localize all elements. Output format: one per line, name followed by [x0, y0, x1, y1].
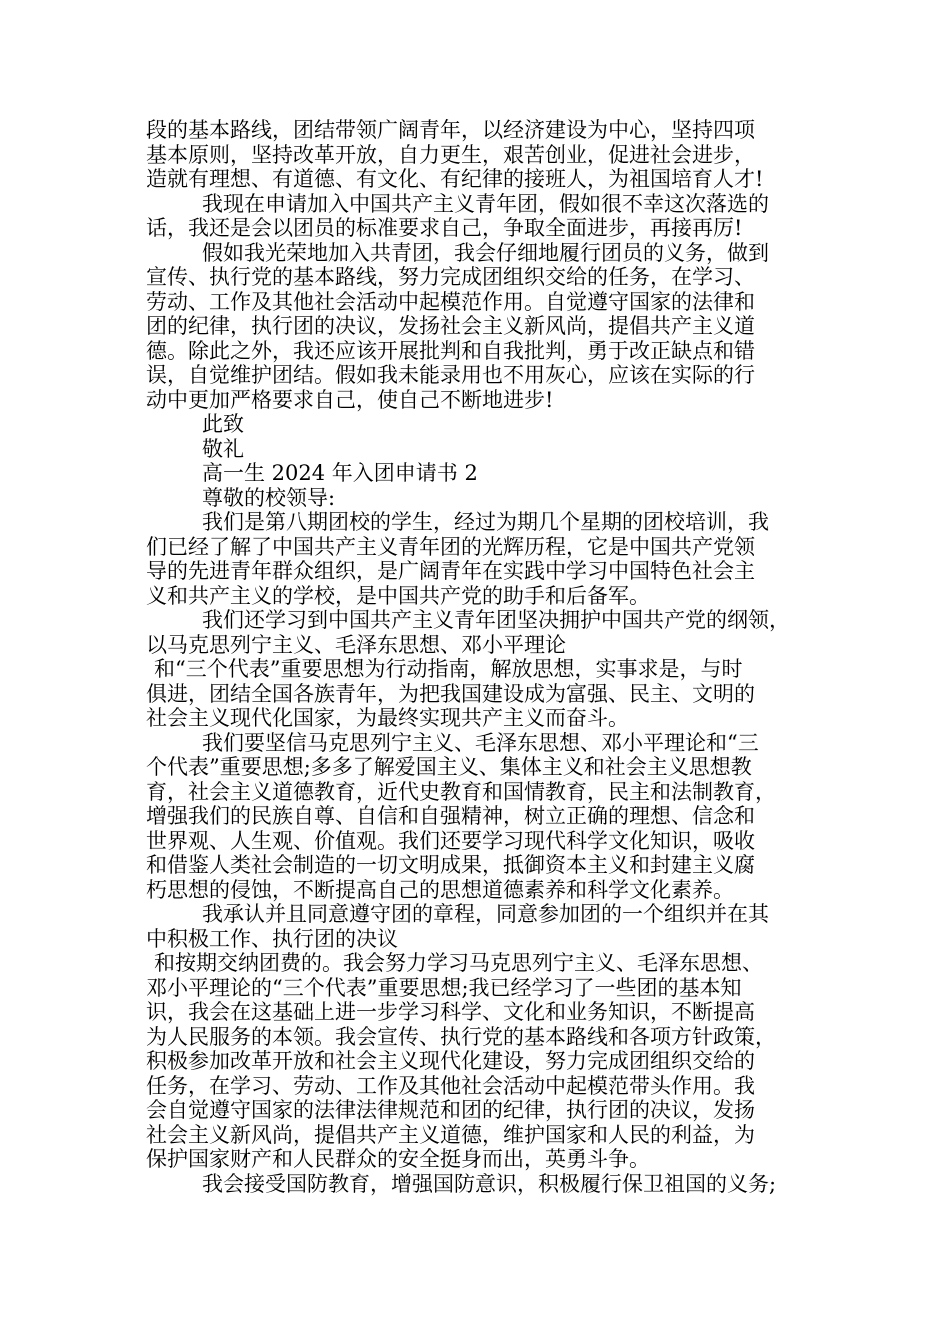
text-line: 朽思想的侵蚀，不断提高自己的思想道德素养和科学文化素养。 [146, 877, 734, 902]
text-line: 宣传、执行党的基本路线，努力完成团组织交给的任务，在学习、 [146, 265, 755, 289]
text-line: 误，自觉维护团结。假如我未能录用也不用灰心，应该在实际的行 [146, 363, 755, 387]
text-line: 和“三个代表”重要思想为行动指南，解放思想，实事求是，与时 [154, 657, 743, 681]
text-line: 我们还学习到中国共产主义青年团坚决拥护中国共产党的纲领， [202, 608, 790, 632]
text-line: 高一生 2024 年入团申请书 2 [202, 461, 478, 485]
text-line: 社会主义新风尚，提倡共产主义道德，维护国家和人民的利益，为 [146, 1122, 755, 1147]
text-line: 假如我光荣地加入共青团，我会仔细地履行团员的义务，做到 [202, 240, 769, 265]
text-line: 尊敬的校领导: [202, 485, 336, 510]
text-line: 俱进，团结全国各族青年，为把我国建设成为富强、民主、文明的 [146, 681, 755, 706]
text-line: 育，社会主义道德教育，近代史教育和国情教育，民主和法制教育， [146, 779, 776, 804]
text-line: 以马克思列宁主义、毛泽东思想、邓小平理论 [146, 632, 566, 657]
text-line: 我会接受国防教育，增强国防意识，积极履行保卫祖国的义务; [202, 1171, 777, 1196]
text-line: 和按期交纳团费的。我会努力学习马克思列宁主义、毛泽东思想、 [154, 951, 763, 975]
text-line: 导的先进青年群众组织，是广阔青年在实践中学习中国特色社会主 [146, 559, 755, 583]
text-line: 敬礼 [202, 436, 244, 461]
document-body [146, 118, 818, 1196]
text-line: 们已经了解了中国共产主义青年团的光辉历程，它是中国共产党领 [146, 534, 755, 559]
text-line: 义和共产主义的学校，是中国共产党的助手和后备军。 [146, 583, 650, 608]
text-line: 邓小平理论的“三个代表”重要思想;我已经学习了一些团的基本知 [146, 975, 742, 1000]
text-line: 此致 [202, 412, 244, 436]
text-line: 劳动、工作及其他社会活动中起模范作用。自觉遵守国家的法律和 [146, 289, 755, 314]
text-line: 我们要坚信马克思列宁主义、毛泽东思想、邓小平理论和“三 [202, 730, 759, 755]
text-line: 我承认并且同意遵守团的章程，同意参加团的一个组织并在其 [202, 902, 769, 926]
text-line: 我们是第八期团校的学生，经过为期几个星期的团校培训，我 [202, 510, 769, 534]
text-line: 动中更加严格要求自己，使自己不断地进步! [146, 387, 554, 412]
text-line: 识，我会在这基础上进一步学习科学、文化和业务知识，不断提高 [146, 1000, 755, 1024]
text-line: 为人民服务的本领。我会宣传、执行党的基本路线和各项方针政策， [146, 1024, 776, 1049]
text-line: 世界观、人生观、价值观。我们还要学习现代科学文化知识，吸收 [146, 828, 755, 853]
text-line: 保护国家财产和人民群众的安全挺身而出，英勇斗争。 [146, 1147, 650, 1171]
text-line: 积极参加改革开放和社会主义现代化建设，努力完成团组织交给的 [146, 1049, 755, 1073]
text-line: 段的基本路线，团结带领广阔青年，以经济建设为中心，坚持四项 [146, 118, 755, 142]
text-line: 社会主义现代化国家，为最终实现共产主义而奋斗。 [146, 706, 629, 730]
text-line: 个代表”重要思想;多多了解爱国主义、集体主义和社会主义思想教 [146, 755, 752, 779]
text-line: 团的纪律，执行团的决议，发扬社会主义新风尚，提倡共产主义道 [146, 314, 755, 338]
text-line: 和借鉴人类社会制造的一切文明成果，抵御资本主义和封建主义腐 [146, 853, 755, 877]
text-line: 增强我们的民族自尊、自信和自强精神，树立正确的理想、信念和 [146, 804, 755, 828]
text-line: 基本原则，坚持改革开放，自力更生，艰苦创业，促进社会进步， [146, 142, 755, 167]
text-line: 德。除此之外，我还应该开展批判和自我批判，勇于改正缺点和错 [146, 338, 755, 363]
text-line: 我现在申请加入中国共产主义青年团，假如很不幸这次落选的 [202, 191, 769, 216]
text-line: 会自觉遵守国家的法律法律规范和团的纪律，执行团的决议，发扬 [146, 1098, 755, 1122]
text-line: 中积极工作、执行团的决议 [146, 926, 398, 951]
text-line: 话，我还是会以团员的标准要求自己，争取全面进步，再接再厉! [146, 216, 743, 240]
text-line: 任务，在学习、劳动、工作及其他社会活动中起模范带头作用。我 [146, 1073, 755, 1098]
text-line: 造就有理想、有道德、有文化、有纪律的接班人，为祖国培育人才! [146, 167, 764, 191]
